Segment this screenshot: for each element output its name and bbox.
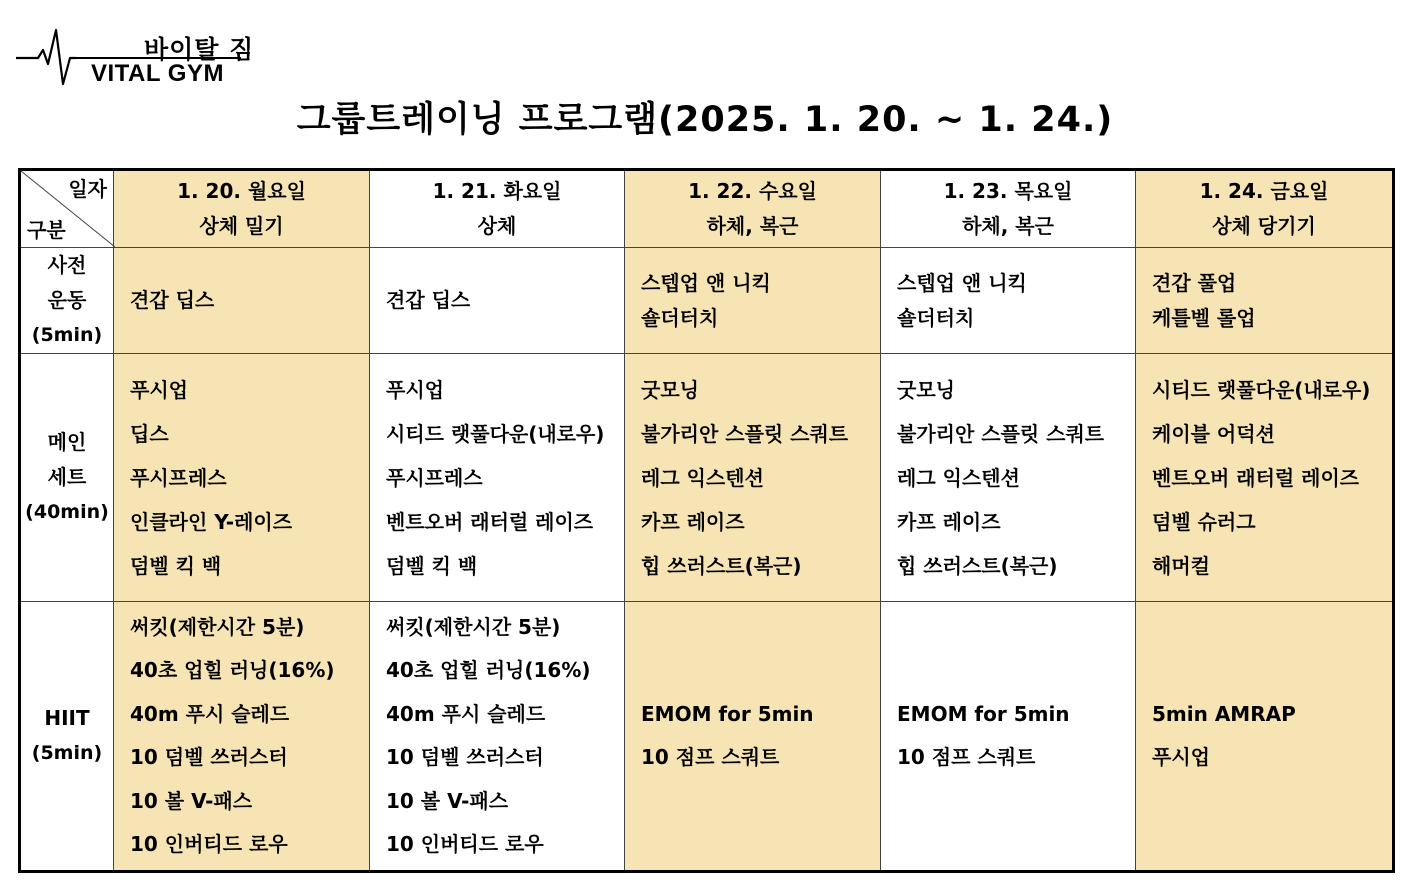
hiit-cell-mon bbox=[114, 602, 370, 872]
warmup-cell-fri bbox=[1136, 248, 1394, 354]
exercise-item: 케이블 어덕션 bbox=[1152, 421, 1275, 446]
exercise-item: 시티드 랫풀다운(내로우) bbox=[1152, 377, 1371, 402]
corner-date-label: 일자 bbox=[68, 177, 107, 201]
exercise-item: 케틀벨 롤업 bbox=[1152, 305, 1256, 330]
schedule-table bbox=[18, 168, 1395, 873]
main-cell-thu bbox=[881, 354, 1136, 602]
exercise-item: 10 볼 V-패스 bbox=[130, 788, 253, 813]
row-duration: (5min) bbox=[31, 324, 103, 346]
warmup-cell-thu bbox=[881, 248, 1136, 354]
corner-category-label: 구분 bbox=[27, 218, 66, 242]
exercise-item: 딥스 bbox=[130, 421, 169, 446]
exercise-item: 견갑 딥스 bbox=[386, 288, 471, 312]
exercise-item: 10 볼 V-패스 bbox=[386, 788, 509, 813]
exercise-item: 레그 익스텐션 bbox=[897, 465, 1020, 490]
warmup-cell-wed bbox=[625, 248, 881, 354]
hiit-label bbox=[20, 602, 114, 872]
exercise-item: 푸시업 bbox=[130, 377, 188, 402]
main-cell-tue bbox=[370, 354, 625, 602]
main-cell-wed bbox=[625, 354, 881, 602]
exercise-item: 해머컬 bbox=[1152, 553, 1210, 578]
hiit-cell-tue bbox=[370, 602, 625, 872]
day-date: 1. 23. 목요일 bbox=[943, 179, 1073, 203]
row-label-line: HIIT bbox=[44, 706, 90, 730]
exercise-item: 숄더터치 bbox=[641, 305, 719, 330]
exercise-item: 스텝업 앤 니킥 bbox=[641, 270, 771, 295]
exercise-item: 굿모닝 bbox=[897, 377, 955, 402]
exercise-item: 10 점프 스쿼트 bbox=[897, 745, 1036, 769]
corner-cell bbox=[20, 170, 114, 248]
exercise-item: EMOM for 5min bbox=[641, 701, 814, 726]
exercise-item: 덤벨 킥 백 bbox=[386, 553, 478, 578]
exercise-item: 10 덤벨 쓰러스터 bbox=[130, 745, 288, 769]
exercise-item: 불가리안 스플릿 스쿼트 bbox=[641, 421, 849, 446]
logo-english: VITAL GYM bbox=[91, 60, 224, 87]
exercise-item: 덤벨 킥 백 bbox=[130, 553, 222, 578]
day-header-fri bbox=[1136, 170, 1394, 248]
row-label-line: 사전 bbox=[47, 253, 87, 277]
exercise-item: 40m 푸시 슬레드 bbox=[386, 701, 546, 726]
day-focus: 상체 bbox=[477, 214, 517, 238]
hiit-cell-wed bbox=[625, 602, 881, 872]
row-duration: (5min) bbox=[31, 742, 103, 764]
warmup-cell-mon bbox=[114, 248, 370, 354]
warmup-label bbox=[20, 248, 114, 354]
exercise-item: 40m 푸시 슬레드 bbox=[130, 701, 290, 726]
exercise-item: 푸시프레스 bbox=[386, 465, 483, 490]
exercise-item: 써킷(제한시간 5분) bbox=[130, 614, 305, 639]
exercise-item: 카프 레이즈 bbox=[641, 509, 745, 534]
day-header-thu bbox=[881, 170, 1136, 248]
day-focus: 하체, 복근 bbox=[962, 214, 1054, 238]
exercise-item: 푸시프레스 bbox=[130, 465, 227, 490]
row-label-line: 운동 bbox=[47, 288, 87, 312]
exercise-item: 견갑 딥스 bbox=[130, 288, 215, 312]
header-row bbox=[20, 170, 1394, 248]
exercise-item: 인클라인 Y-레이즈 bbox=[130, 509, 293, 534]
hiit-cell-thu bbox=[881, 602, 1136, 872]
day-date: 1. 22. 수요일 bbox=[688, 179, 817, 203]
row-label-line: 메인 bbox=[47, 430, 87, 454]
row-duration: (40min) bbox=[25, 501, 109, 523]
day-date: 1. 24. 금요일 bbox=[1199, 179, 1329, 203]
exercise-item: 스텝업 앤 니킥 bbox=[897, 270, 1027, 295]
exercise-item: 힙 쓰러스트(복근) bbox=[897, 553, 1058, 578]
exercise-item: 레그 익스텐션 bbox=[641, 465, 764, 490]
exercise-item: 푸시업 bbox=[1152, 745, 1210, 769]
exercise-item: 10 인버티드 로우 bbox=[386, 832, 544, 856]
day-date: 1. 21. 화요일 bbox=[432, 179, 562, 203]
main-cell-mon bbox=[114, 354, 370, 602]
day-header-tue bbox=[370, 170, 625, 248]
exercise-item: 써킷(제한시간 5분) bbox=[386, 614, 561, 639]
day-header-wed bbox=[625, 170, 881, 248]
hiit-cell-fri bbox=[1136, 602, 1394, 872]
logo-korean: 바이탈 짐 bbox=[144, 35, 255, 64]
day-focus: 상체 밀기 bbox=[199, 214, 284, 238]
exercise-item: 10 인버티드 로우 bbox=[130, 832, 288, 856]
exercise-item: EMOM for 5min bbox=[897, 701, 1070, 726]
exercise-item: 벤트오버 래터럴 레이즈 bbox=[1152, 465, 1360, 490]
day-focus: 하체, 복근 bbox=[706, 214, 799, 238]
exercise-item: 40초 업힐 러닝(16%) bbox=[386, 658, 591, 682]
row-label-line: 세트 bbox=[47, 465, 87, 489]
exercise-item: 10 덤벨 쓰러스터 bbox=[386, 745, 544, 769]
exercise-item: 굿모닝 bbox=[641, 377, 699, 402]
exercise-item: 견갑 풀업 bbox=[1152, 270, 1237, 295]
exercise-item: 카프 레이즈 bbox=[897, 509, 1001, 534]
exercise-item: 벤트오버 래터럴 레이즈 bbox=[386, 509, 594, 534]
main-set-row bbox=[20, 354, 1394, 602]
exercise-item: 불가리안 스플릿 스쿼트 bbox=[897, 421, 1105, 446]
page-title: 그룹트레이닝 프로그램(2025. 1. 20. ~ 1. 24.) bbox=[296, 100, 1114, 140]
main-set-label bbox=[20, 354, 114, 602]
exercise-item: 덤벨 슈러그 bbox=[1152, 509, 1256, 534]
vital-gym-logo bbox=[16, 28, 255, 90]
exercise-item: 푸시업 bbox=[386, 377, 444, 402]
warmup-row bbox=[20, 248, 1394, 354]
exercise-item: 5min AMRAP bbox=[1152, 701, 1296, 726]
main-cell-fri bbox=[1136, 354, 1394, 602]
exercise-item: 숄더터치 bbox=[897, 305, 975, 330]
day-date: 1. 20. 월요일 bbox=[177, 179, 306, 203]
exercise-item: 40초 업힐 러닝(16%) bbox=[130, 658, 335, 682]
day-header-mon bbox=[114, 170, 370, 248]
exercise-item: 10 점프 스쿼트 bbox=[641, 745, 780, 769]
exercise-item: 시티드 랫풀다운(내로우) bbox=[386, 421, 605, 446]
warmup-cell-tue bbox=[370, 248, 625, 354]
hiit-row bbox=[20, 602, 1394, 872]
exercise-item: 힙 쓰러스트(복근) bbox=[641, 553, 802, 578]
day-focus: 상체 당기기 bbox=[1212, 214, 1316, 238]
